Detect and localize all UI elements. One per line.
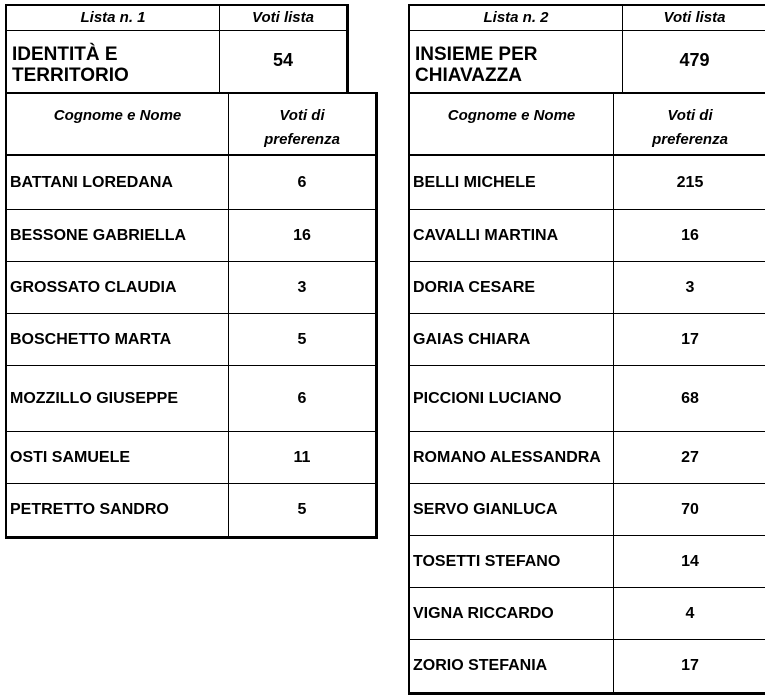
candidate-votes: 3 — [297, 278, 307, 296]
candidate-votes: 17 — [681, 657, 699, 674]
candidate-name: ROMANO ALESSANDRA — [410, 432, 614, 483]
column-header-name: Cognome e Nome — [7, 94, 229, 154]
table-row — [7, 314, 375, 366]
candidate-votes: 5 — [297, 501, 307, 518]
table-row — [410, 210, 765, 262]
candidate-name: GAIAS CHIARA — [410, 314, 614, 365]
candidate-votes: 68 — [681, 389, 699, 407]
candidate-name: BOSCHETTO MARTA — [7, 314, 229, 365]
candidate-votes: 6 — [297, 173, 307, 191]
column-header-name: Cognome e Nome — [410, 94, 614, 154]
candidate-name: CAVALLI MARTINA — [410, 210, 614, 261]
column-header-votes: Voti di preferenza — [652, 107, 728, 148]
table-header-row — [410, 94, 765, 156]
column-header-votes: Voti di preferenza — [264, 107, 340, 148]
table-row — [410, 156, 765, 210]
list-number-label: Lista n. 2 — [410, 6, 623, 30]
candidate-name: MOZZILLO GIUSEPPE — [7, 366, 229, 431]
table-row — [410, 484, 765, 536]
table-row — [410, 588, 765, 640]
candidate-name: OSTI SAMUELE — [7, 432, 229, 483]
list-name: IDENTITÀ E TERRITORIO — [7, 31, 220, 92]
candidate-name: PETRETTO SANDRO — [7, 484, 229, 536]
list-1-header — [5, 4, 349, 92]
table-row — [7, 156, 375, 210]
table-row — [7, 210, 375, 262]
list-2-header — [408, 4, 765, 92]
list-number-label: Lista n. 1 — [7, 6, 220, 30]
candidate-votes: 27 — [681, 448, 699, 466]
table-row — [410, 366, 765, 432]
candidate-votes: 11 — [293, 448, 311, 466]
candidate-name: PICCIONI LUCIANO — [410, 366, 614, 431]
candidate-name: SERVO GIANLUCA — [410, 484, 614, 535]
list-name: INSIEME PER CHIAVAZZA — [410, 31, 623, 92]
table-header-row — [7, 94, 375, 156]
candidate-name: DORIA CESARE — [410, 262, 614, 313]
candidate-votes: 16 — [681, 226, 699, 244]
list-votes-label: Voti lista — [252, 9, 314, 26]
candidate-votes: 5 — [297, 330, 307, 348]
list-votes-value: 54 — [272, 50, 294, 70]
list-votes-label: Voti lista — [663, 9, 726, 26]
candidate-name: BELLI MICHELE — [410, 156, 614, 209]
candidate-name: VIGNA RICCARDO — [410, 588, 614, 639]
candidates-table — [408, 92, 765, 695]
candidate-votes: 17 — [681, 330, 699, 348]
candidate-votes: 70 — [681, 500, 699, 518]
table-row — [7, 262, 375, 314]
candidate-name: BESSONE GABRIELLA — [7, 210, 229, 261]
table-row — [410, 640, 765, 692]
candidate-name: TOSETTI STEFANO — [410, 536, 614, 587]
candidate-votes: 3 — [685, 278, 695, 296]
candidate-name: ZORIO STEFANIA — [410, 640, 614, 692]
table-row — [7, 432, 375, 484]
candidate-name: GROSSATO CLAUDIA — [7, 262, 229, 313]
candidates-table — [5, 92, 378, 539]
candidate-votes: 6 — [297, 389, 307, 407]
candidate-votes: 16 — [293, 226, 311, 244]
list-2-panel — [408, 4, 765, 695]
list-votes-value: 479 — [679, 50, 710, 70]
candidate-votes: 215 — [676, 173, 704, 191]
table-row — [7, 366, 375, 432]
candidate-votes: 4 — [685, 604, 695, 622]
table-row — [410, 262, 765, 314]
table-row — [410, 536, 765, 588]
table-row — [410, 432, 765, 484]
candidate-name: BATTANI LOREDANA — [7, 156, 229, 209]
table-row — [7, 484, 375, 536]
candidate-votes: 14 — [681, 552, 699, 570]
list-1-panel — [5, 4, 378, 539]
table-row — [410, 314, 765, 366]
